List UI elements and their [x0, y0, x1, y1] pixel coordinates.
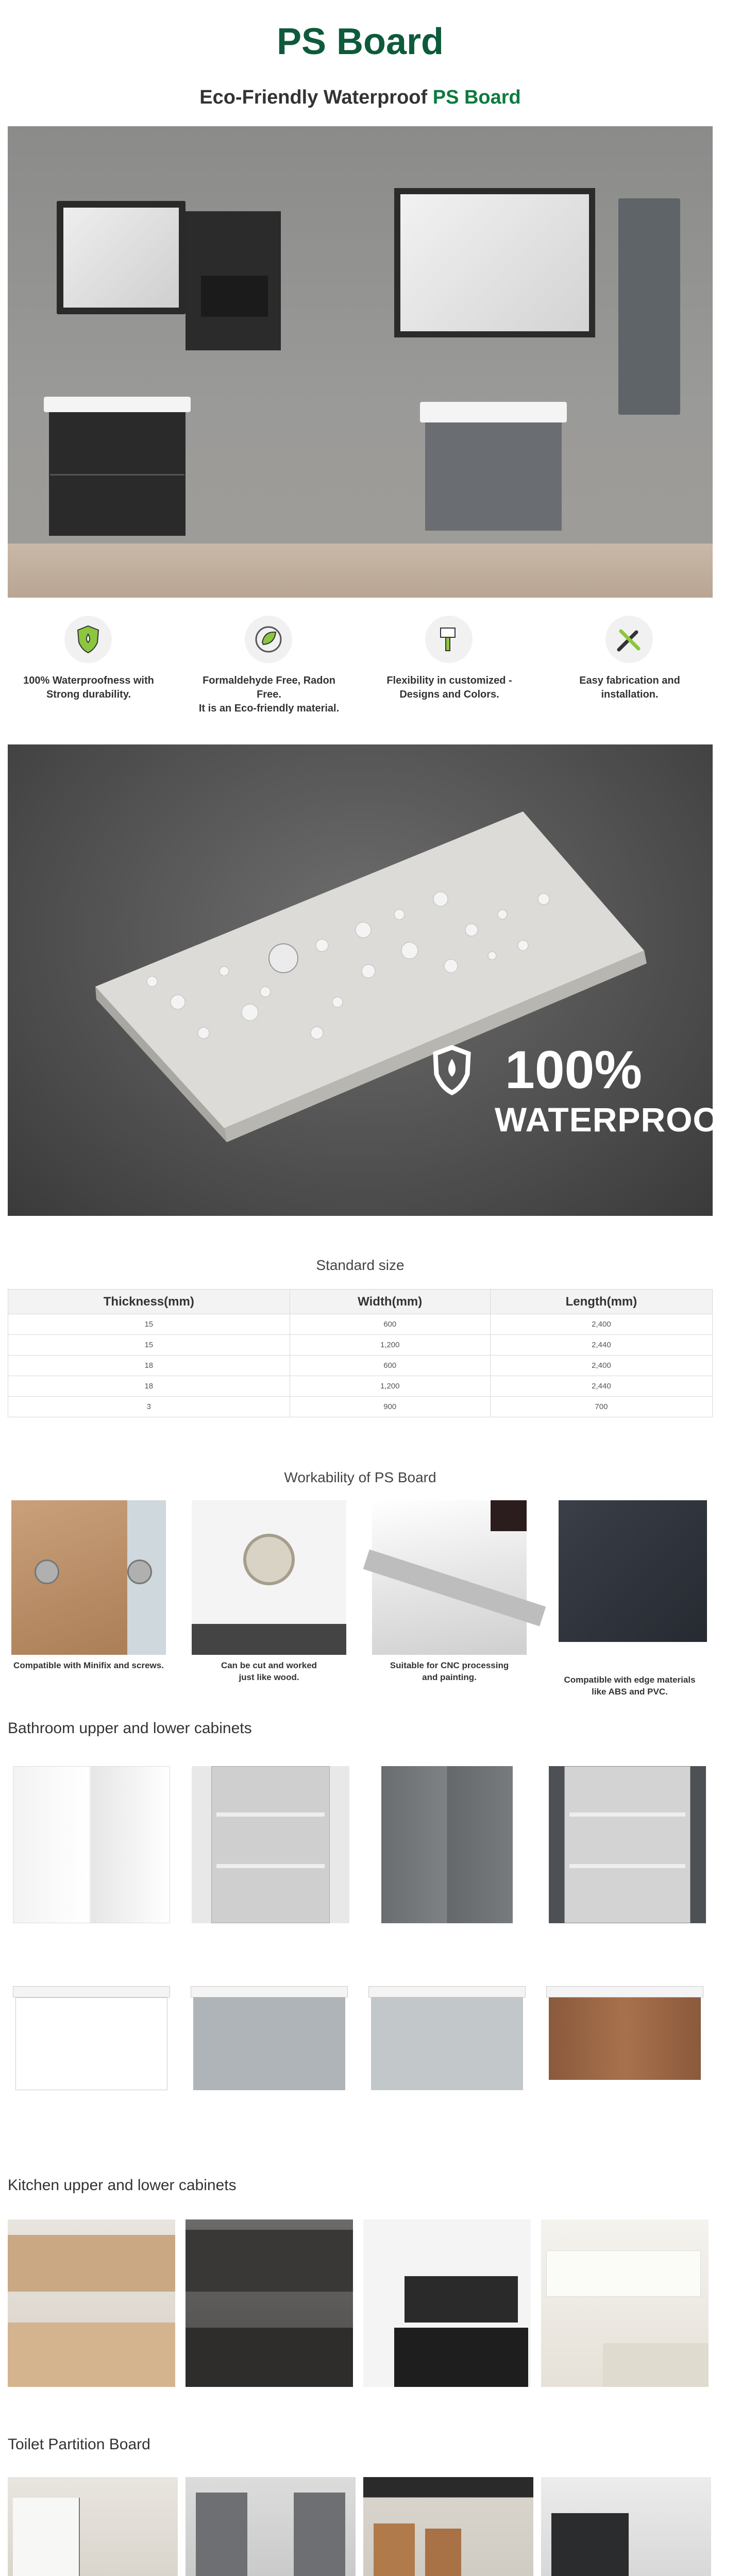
bathroom-vanity-light-gray-photo — [363, 1945, 531, 2112]
table-cell: 15 — [8, 1335, 290, 1355]
table-row — [8, 1314, 713, 1335]
column-header: Thickness(mm) — [8, 1290, 290, 1314]
waterproof-board-photo — [8, 744, 741, 1216]
feature-caption-line: Flexibility in customized - — [386, 675, 512, 686]
workability-caption — [192, 1660, 346, 1684]
bathroom-vanity-white-photo — [8, 1945, 175, 2112]
feature-caption — [552, 674, 707, 702]
subtitle-accent: PS Board — [432, 87, 521, 108]
table-cell: 18 — [8, 1355, 290, 1376]
bathroom-upper-cabinet-photo — [8, 1761, 175, 1928]
table-cell: 2,400 — [490, 1355, 712, 1376]
cnc-processing-photo — [372, 1500, 527, 1655]
table-cell: 18 — [8, 1376, 290, 1397]
standard-size-title: Standard size — [316, 1257, 405, 1273]
tools-icon — [605, 616, 653, 663]
feature-caption — [192, 674, 346, 716]
edge-material-photo — [552, 1500, 707, 1655]
feature-caption-line: Designs and Colors. — [399, 689, 499, 700]
bathroom-vanity-wood-photo — [541, 1945, 709, 2112]
page-title: PS Board — [276, 21, 444, 62]
feature-caption-line: Easy fabrication and installation. — [579, 675, 680, 700]
workability-caption — [552, 1674, 707, 1698]
workability-title: Workability of PS Board — [284, 1469, 436, 1485]
feature-caption-line: It is an Eco-friendly material. — [198, 703, 340, 714]
bathroom-vanity-gray-photo — [186, 1945, 353, 2112]
column-header: Length(mm) — [490, 1290, 712, 1314]
cut-hole-photo — [192, 1500, 346, 1655]
bathroom-cabinets-title: Bathroom upper and lower cabinets — [8, 1720, 252, 1737]
toilet-partition-photo-1 — [8, 2477, 178, 2576]
workability-caption-line: Compatible with Minifix and screws. — [13, 1660, 164, 1670]
workability-caption — [5, 1660, 172, 1672]
table-cell: 1,200 — [290, 1335, 490, 1355]
waterproof-label: WATERPROOF — [495, 1100, 741, 1139]
table-cell: 1,200 — [290, 1376, 490, 1397]
paint-bucket-icon — [425, 616, 473, 663]
kitchen-cabinets-title: Kitchen upper and lower cabinets — [8, 2177, 237, 2194]
toilet-partition-title: Toilet Partition Board — [8, 2436, 150, 2453]
feature-caption-line: Strong durability. — [46, 689, 131, 700]
table-cell: 600 — [290, 1355, 490, 1376]
waterproof-shield-icon — [64, 616, 112, 663]
workability-caption-line: Compatible with edge materials — [564, 1675, 696, 1685]
eco-leaf-icon — [245, 616, 292, 663]
subtitle-prefix: Eco-Friendly Waterproof — [199, 87, 433, 108]
bathroom-gray-cabinet-photo — [363, 1761, 531, 1928]
workability-caption-line: Suitable for CNC processing — [390, 1660, 509, 1670]
table-cell: 15 — [8, 1314, 290, 1335]
column-header: Width(mm) — [290, 1290, 490, 1314]
workability-caption-line: Can be cut and worked — [221, 1660, 317, 1670]
workability-caption — [372, 1660, 527, 1684]
kitchen-dark-photo — [186, 2219, 353, 2387]
toilet-partition-photo-3 — [363, 2477, 533, 2576]
table-cell: 2,440 — [490, 1335, 712, 1355]
table-cell: 900 — [290, 1397, 490, 1417]
toilet-partition-photo-4 — [541, 2477, 711, 2576]
kitchen-wood-photo — [8, 2219, 175, 2387]
table-row — [8, 1376, 713, 1397]
table-row — [8, 1335, 713, 1355]
minifix-screws-photo — [11, 1500, 166, 1655]
table-row — [8, 1397, 713, 1417]
bathroom-upper-cabinet-open-photo — [186, 1761, 353, 1928]
table-cell: 700 — [490, 1397, 712, 1417]
toilet-partition-photo-2 — [186, 2477, 356, 2576]
feature-caption-line: Formaldehyde Free, Radon Free. — [203, 675, 335, 700]
standard-size-table — [8, 1289, 713, 1417]
table-cell: 2,400 — [490, 1314, 712, 1335]
table-cell: 3 — [8, 1397, 290, 1417]
workability-caption-line: like ABS and PVC. — [592, 1686, 668, 1697]
hero-bathroom-photo — [8, 126, 713, 598]
table-row — [8, 1355, 713, 1376]
feature-caption — [372, 674, 527, 702]
feature-caption — [11, 674, 166, 702]
table-header-row — [8, 1290, 713, 1314]
page-subtitle — [0, 87, 720, 109]
workability-caption-line: just like wood. — [239, 1672, 299, 1682]
kitchen-white-photo — [541, 2219, 709, 2387]
workability-caption-line: and painting. — [422, 1672, 477, 1682]
table-cell: 2,440 — [490, 1376, 712, 1397]
bathroom-gray-cabinet-open-photo — [541, 1761, 709, 1928]
kitchen-black-white-photo — [363, 2219, 531, 2387]
waterproof-percent: 100% — [505, 1040, 642, 1100]
table-cell: 600 — [290, 1314, 490, 1335]
feature-caption-line: 100% Waterproofness with — [23, 675, 154, 686]
